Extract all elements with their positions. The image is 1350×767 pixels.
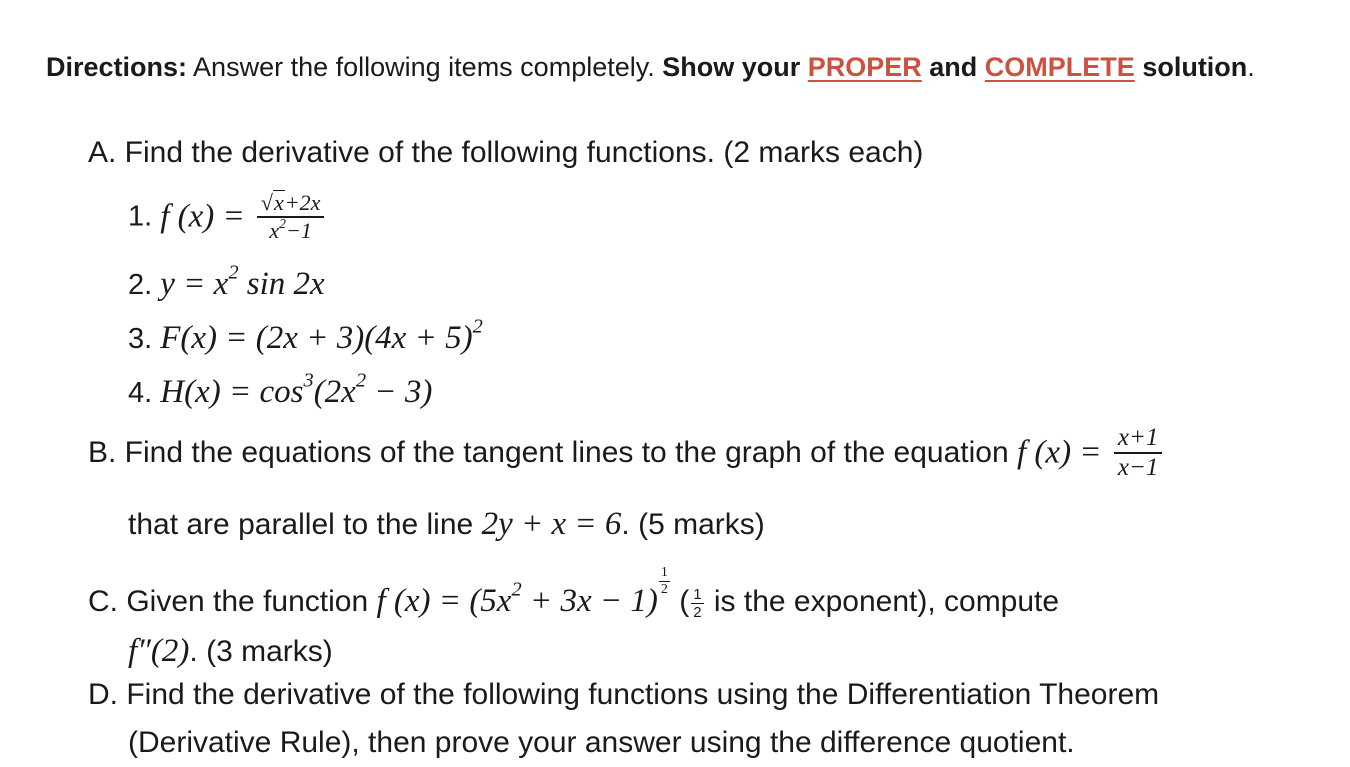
section-b-text: B. Find the equations of the tangent lines to the graph of the equation — [88, 436, 1018, 469]
func-pre: f (x) = (5x — [376, 583, 512, 619]
power-denominator: 2 — [660, 582, 668, 597]
directions-line — [46, 52, 1255, 83]
item-number: 4. — [128, 377, 153, 409]
func-rest: + 3x − 1) — [521, 583, 658, 619]
complete-emphasis: COMPLETE — [984, 52, 1135, 82]
directions-text: Answer the following items completely. — [187, 52, 663, 82]
expr-exponent-2: 2 — [355, 369, 367, 392]
fraction-denominator — [257, 215, 324, 244]
directions-label: Directions: — [46, 52, 188, 82]
section-c-line-1 — [88, 565, 1059, 621]
item-number: 2. — [128, 269, 153, 301]
den-base: x — [269, 218, 280, 243]
expr-mid: (2x — [313, 374, 356, 410]
expr-post: sin 2x — [238, 266, 325, 302]
proper-emphasis: PROPER — [807, 52, 922, 82]
section-c-second-derivative: f″(2) — [128, 633, 190, 669]
section-b-lhs: f (x) = — [1017, 434, 1102, 471]
expr-pre: F(x) = (2x + 3)(4x + 5) — [160, 320, 473, 356]
expr-pre: y = x — [160, 266, 229, 302]
item-number: 3. — [128, 323, 153, 355]
func-exponent-2: 2 — [511, 578, 522, 601]
section-c-function — [376, 578, 658, 619]
expr-exponent-1: 3 — [303, 369, 314, 392]
section-a-item-4 — [128, 369, 433, 411]
directions-and: and — [921, 52, 985, 82]
expr-post: − 3) — [366, 374, 433, 410]
directions-show-your: Show your — [662, 52, 808, 82]
item-number: 1. — [128, 200, 153, 233]
section-c-paren-open: ( — [670, 585, 690, 618]
func-power-fraction — [659, 565, 670, 598]
section-c-note: is the exponent), compute — [705, 585, 1060, 618]
half-numerator: 1 — [693, 585, 702, 603]
section-a-heading: A. Find the derivative of the following functions. (2 marks each) — [88, 136, 924, 169]
item-2-expression — [160, 261, 325, 302]
section-c-line-2 — [128, 633, 333, 670]
section-d-line-2: (Derivative Rule), then prove your answer using the difference quotient. — [128, 726, 1075, 759]
section-b-line-equation: 2y + x = 6 — [481, 506, 622, 542]
fraction-numerator: √x+2x — [257, 190, 324, 218]
item-3-expression — [160, 315, 483, 356]
item-1-lhs: f (x) = — [160, 198, 245, 235]
section-d-line-1: D. Find the derivative of the following functions using the Differentiation Theorem — [88, 678, 1160, 711]
expr-exponent: 2 — [472, 315, 483, 338]
item-1-fraction — [257, 190, 324, 244]
section-c-pre: C. Given the function — [88, 585, 377, 618]
item-4-expression — [160, 369, 433, 410]
fraction-denominator: x−1 — [1117, 454, 1159, 481]
half-fraction — [691, 586, 703, 621]
expr-exponent: 2 — [228, 261, 239, 284]
numerator-rest: +2x — [284, 190, 321, 215]
directions-solution: solution — [1134, 52, 1248, 82]
section-a-item-3 — [128, 315, 483, 357]
power-numerator: 1 — [660, 565, 668, 580]
fraction-numerator: x+1 — [1114, 424, 1162, 454]
expr-pre: H(x) = cos — [160, 374, 304, 410]
den-exponent: 2 — [279, 215, 286, 231]
section-a-item-1 — [128, 190, 328, 244]
section-b-line-2 — [128, 506, 765, 543]
section-b-line2-pre: that are parallel to the line — [128, 508, 482, 541]
section-b-fraction — [1114, 424, 1162, 482]
sqrt-argument: x — [273, 190, 284, 215]
section-b-line-1 — [88, 424, 1166, 482]
half-denominator: 2 — [693, 603, 702, 621]
directions-period: . — [1247, 52, 1255, 82]
section-c-marks: . (3 marks) — [189, 635, 333, 668]
section-a-item-2 — [128, 261, 325, 303]
section-b-marks: . (5 marks) — [621, 508, 765, 541]
den-rest: −1 — [285, 218, 312, 243]
